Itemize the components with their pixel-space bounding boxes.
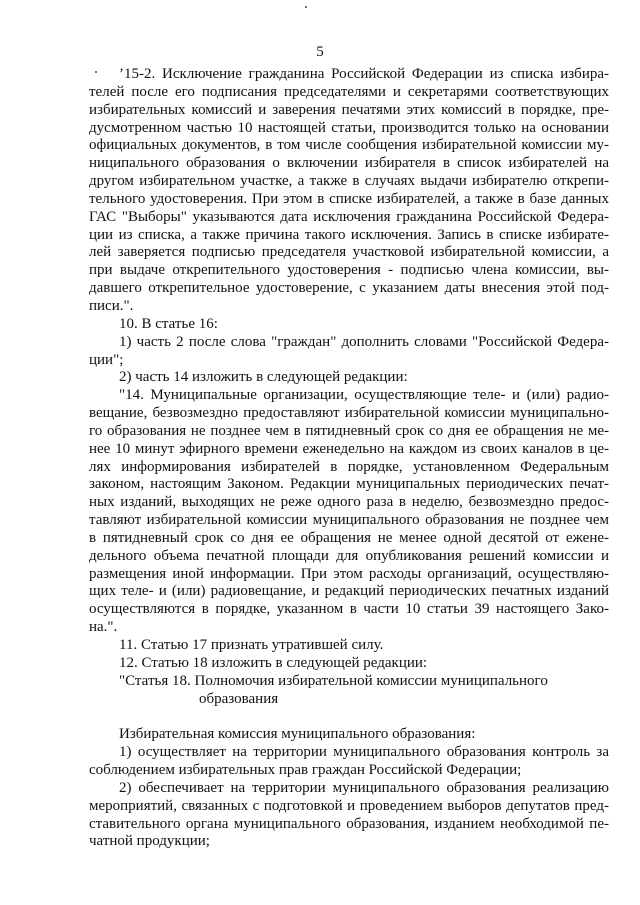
text-line: ции из списка, а также причина такого исключения. Запись в списке избирате-: [89, 226, 609, 243]
text-line: "14. Муниципальные организации, осуществляющие теле- и (или) радио-: [119, 387, 609, 404]
text-line: нее 10 минут эфирного времени еженедельно на каждом из своих каналов в це-: [89, 440, 609, 457]
scan-speck: [305, 6, 307, 8]
text-line: в пятидневный срок со дня ее обращения не менее одной десятой от еженe-: [89, 529, 609, 546]
text-line: 1) часть 2 после слова "граждан" дополнить словами "Российской Федера-: [119, 333, 609, 350]
text-line: ниципального образования о включении избирателя в список избирателей на: [89, 155, 609, 172]
text-line: ГАС "Выборы" указываются дата исключения гражданина Российской Федера-: [89, 208, 609, 225]
text-line: чатной продукции;: [89, 833, 210, 850]
text-line: щих теле- и (или) радиовещание, и редакций периодических печатных изданий: [89, 583, 609, 600]
text-line: соблюдением избирательных прав граждан Российской Федерации;: [89, 762, 522, 779]
text-line: официальных документов, в том числе сообщения избирательной комиссии му-: [89, 137, 609, 154]
text-line: ных изданий, выходящих не реже одного раза в неделю, безвозмездно предос-: [89, 494, 609, 511]
text-line: ставительного органа муниципального образования, изданием необходимой пе-: [89, 815, 609, 832]
item-11: 11. Статью 17 признать утратившей силу.: [119, 637, 384, 653]
text-line: осуществляются в порядке, указанном в части 10 статьи 39 настоящего Зако-: [89, 601, 609, 618]
text-line: мероприятий, связанных с подготовкой и проведением выборов депутатов пред-: [89, 797, 609, 814]
text-line: вещание, безвозмездно предоставляют избирательной комиссии муниципально-: [89, 405, 609, 422]
text-line: го образования не позднее чем в пятидневный срок со дня ее обращения не ме-: [89, 422, 609, 439]
article-18-title: "Статья 18. Полномочия избирательной комиссии муниципального: [119, 672, 548, 689]
article-18-title: образования: [199, 690, 279, 707]
text-line: 1) осуществляет на территории муниципального образования контроль за: [119, 744, 609, 761]
text-line: Избирательная комиссия муниципального образования:: [119, 726, 476, 743]
text-line: законом, настоящим Законом. Редакции муниципальных периодических печат-: [89, 476, 609, 493]
spacer: [89, 708, 609, 726]
page-number: 5: [316, 44, 324, 60]
text-line: размещения иной информации. При этом расходы организаций, осуществляю-: [89, 565, 609, 582]
text-line: лях информирования избирателей в порядке, установленном Федеральным: [89, 458, 609, 475]
text-line: избирательных комиссий и заверения печатями этих комиссий в порядке, пре-: [89, 101, 609, 118]
text-line: давшего открепительное удостоверение, с указанием даты внесения этой под-: [89, 280, 609, 297]
item-10-heading: 10. В статье 16:: [119, 315, 218, 332]
text-line: ции";: [89, 351, 124, 368]
text-line: тельного удостоверения. При этом в списке избирателей, а также в базе данных: [89, 190, 609, 207]
text-line: ’15-2. Исключение гражданина Российской Федерации из списка избира-: [119, 66, 609, 82]
item-12: 12. Статью 18 изложить в следующей редакции:: [119, 654, 428, 671]
text-line: дусмотренном частью 10 настоящей статьи, производится только на основании: [89, 119, 609, 136]
text-line: на.".: [89, 619, 118, 636]
text-line: 2) часть 14 изложить в следующей редакции:: [119, 369, 408, 386]
text-line: 2) обеспечивает на территории муниципального образования реализацию: [119, 779, 609, 796]
text-line: писи.".: [89, 297, 134, 314]
text-line: другом избирательном участке, а также в случаях выдачи избирателю открепи-: [89, 173, 609, 190]
text-line: лей заверяется подписью председателя участковой избирательной комиссии, а: [89, 244, 609, 261]
text-line: дельного объема печатной площади для опубликования решений комиссии и: [89, 547, 609, 564]
text-line: при выдаче открепительного удостоверения - подписью члена комиссии, вы-: [89, 262, 609, 279]
text-line: тавляют избирательной комиссии муниципального образования не позднее чем: [89, 512, 609, 529]
text-line: телей после его подписания председателями и секретарями соответствующих: [89, 83, 609, 100]
document-body: [89, 66, 609, 851]
